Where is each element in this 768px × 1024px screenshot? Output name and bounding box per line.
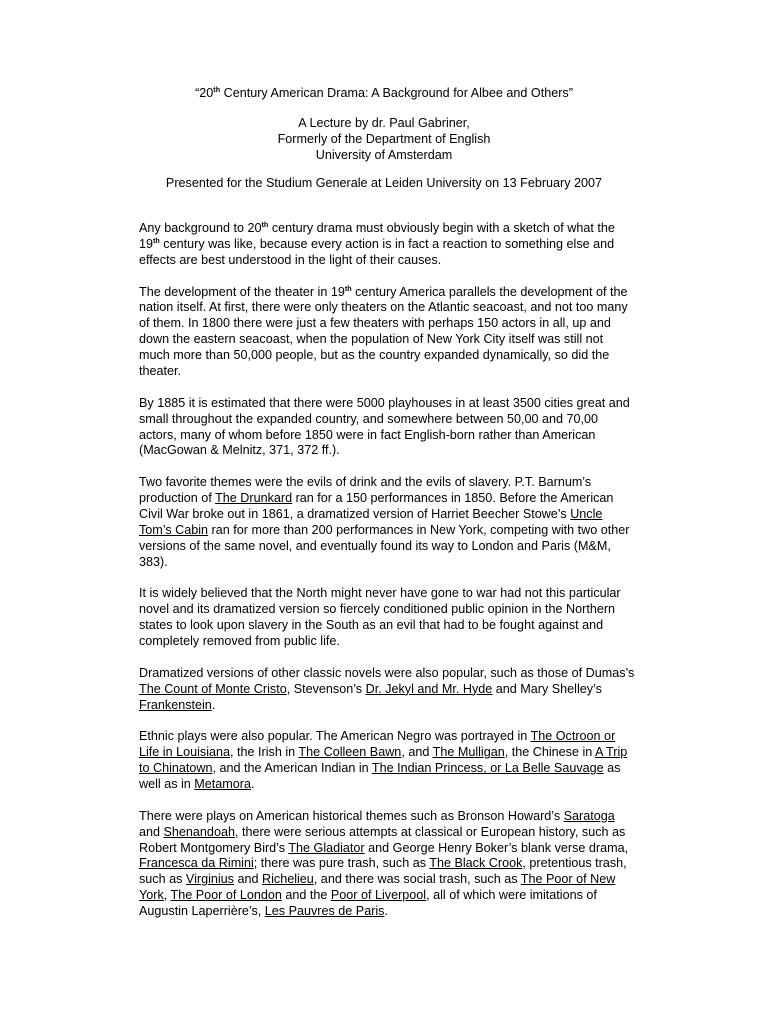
paragraph-7 bbox=[139, 729, 635, 793]
text-run: . bbox=[384, 904, 388, 919]
byline-department: Formerly of the Department of English bbox=[277, 131, 491, 146]
title-superscript: th bbox=[213, 85, 221, 94]
superscript: th bbox=[344, 283, 352, 293]
text-run: Any background to 20 bbox=[139, 221, 262, 235]
work-title: Saratoga bbox=[563, 808, 615, 823]
work-title: Frankenstein bbox=[139, 697, 212, 712]
text-run: ran for a 150 performances in 1850. Before the American Civil War broke out in 1861, a dramatized version of Harriet Beecher Stowe’s bbox=[139, 491, 614, 521]
work-title: Poor of Liverpool bbox=[330, 888, 427, 903]
paragraph-3: By 1885 it is estimated that there were 5000 playhouses in at least 3500 cities great and small throughout the expanded country, and somewhere between 50,00 and 70,00 actors, many of whom before 1850 were in fact English-born rather than American (MacGowan & Melnitz, 371, 372 ff.). bbox=[139, 395, 630, 458]
work-title: The Indian Princess, or La Belle Sauvage bbox=[371, 761, 604, 776]
lecture-title bbox=[0, 86, 768, 102]
text-run: ran for more than 200 performances in New York, competing with two other versions of the same novel, and eventually found its way to London and Paris (M&M, 383). bbox=[139, 522, 630, 569]
work-title: Dr. Jekyl and Mr. Hyde bbox=[365, 681, 493, 696]
text-run: and the bbox=[281, 888, 331, 903]
work-title: Metamora bbox=[194, 777, 251, 792]
text-run: There were plays on American historical themes such as Bronson Howard’s bbox=[139, 808, 564, 823]
work-title: The Mulligan bbox=[432, 745, 505, 760]
text-run: , the Chinese in bbox=[504, 745, 596, 760]
work-title: Francesca da Rimini bbox=[139, 856, 254, 871]
paragraph-4 bbox=[139, 475, 635, 570]
work-title: Shenandoah bbox=[163, 824, 235, 839]
work-title: The Colleen Bawn bbox=[298, 745, 402, 760]
text-run: and bbox=[233, 872, 262, 887]
byline-university: University of Amsterdam bbox=[315, 147, 453, 162]
text-run: century drama must obviously begin with a sketch of what the 19 bbox=[139, 221, 615, 251]
paragraph-8 bbox=[139, 809, 635, 920]
text-run: ; there was pure trash, such as bbox=[253, 856, 430, 871]
work-title: The Count of Monte Cristo bbox=[139, 681, 287, 696]
text-run: Two favorite themes were the evils of drink and the evils of slavery. P.T. Barnum’s production of bbox=[139, 475, 592, 506]
text-run: and George Henry Boker’s blank verse drama, bbox=[364, 840, 629, 855]
text-run: , bbox=[163, 888, 171, 903]
text-run: . bbox=[211, 697, 216, 712]
text-run: The development of the theater in 19 bbox=[139, 284, 345, 299]
text-run: Dramatized versions of other classic novels were also popular, such as those of Dumas’s bbox=[139, 665, 635, 680]
work-title: Les Pauvres de Paris bbox=[264, 904, 385, 919]
text-run: , there were serious attempts at classical or European history, such as Robert Montgomery Bird’s bbox=[139, 824, 626, 855]
text-run: century America parallels the development of the nation itself. At first, there were only theaters on the Atlantic seacoast, and not too many of them. In 1800 there were just a few theaters with perhaps 150 actors in all, up and down the eastern seacoast, when the population of New York City itself was still not much more than 50,000 people, but as the country expanded dynamically, so did the theater. bbox=[139, 284, 628, 379]
paragraph-1 bbox=[139, 221, 635, 269]
byline-author: A Lecture by dr. Paul Gabriner, bbox=[298, 116, 470, 130]
work-title: The Drunkard bbox=[215, 491, 293, 506]
work-title: A Trip to Chinatown bbox=[139, 745, 628, 776]
work-title: Richelieu bbox=[262, 872, 314, 887]
paragraph-6 bbox=[139, 666, 635, 714]
text-run: , and there was social trash, such as bbox=[313, 872, 521, 887]
text-run: , and bbox=[401, 745, 433, 760]
presentation-note: Presented for the Studium Generale at Leiden University on 13 February 2007 bbox=[165, 176, 603, 190]
text-run: , Stevenson’s bbox=[286, 681, 366, 696]
work-title: The Gladiator bbox=[288, 840, 365, 855]
text-run: Ethnic plays were also popular. The American Negro was portrayed in bbox=[139, 729, 531, 744]
work-title: Uncle Tom’s Cabin bbox=[139, 506, 603, 537]
work-title: The Octroon or Life in Louisiana bbox=[139, 729, 616, 760]
text-run: , pretentious trash, such as bbox=[139, 856, 627, 887]
text-run: , and the American Indian in bbox=[212, 761, 372, 776]
work-title: The Poor of London bbox=[170, 888, 282, 903]
text-run: . bbox=[251, 777, 255, 792]
work-title: The Black Crook bbox=[429, 856, 523, 871]
title-text-rest: Century American Drama: A Background for Albee and Others” bbox=[220, 86, 573, 100]
text-run: , the Irish in bbox=[230, 745, 299, 760]
title-text-start: “20 bbox=[195, 86, 214, 100]
byline bbox=[0, 116, 768, 164]
superscript: th bbox=[153, 235, 160, 245]
work-title: The Poor of New York bbox=[139, 872, 616, 903]
text-run: as well as in bbox=[139, 761, 621, 792]
text-run: and Mary Shelley’s bbox=[492, 681, 602, 696]
text-run: and bbox=[139, 824, 164, 839]
paragraph-5: It is widely believed that the North might never have gone to war had not this particular novel and its dramatized version so fiercely conditioned public opinion in the Northern states to look upon slavery in the South as an evil that had to be fought against and completely removed from public life. bbox=[139, 586, 621, 649]
paragraph-2 bbox=[139, 285, 635, 380]
text-run: , all of which were imitations of Augustin Laperrière’s, bbox=[139, 888, 597, 919]
lecture-body bbox=[139, 221, 635, 936]
text-run: century was like, because every action is in fact a reaction to something else and effects are best understood in the light of their causes. bbox=[139, 236, 615, 267]
superscript: th bbox=[261, 220, 269, 229]
work-title: Virginius bbox=[185, 872, 234, 887]
